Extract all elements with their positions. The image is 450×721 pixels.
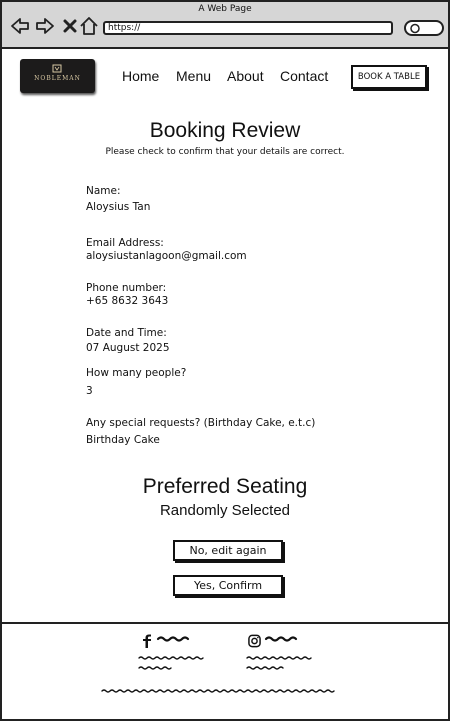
browser-chrome [2,2,448,49]
email-label: Email Address: [86,237,164,249]
crest-icon [52,64,62,73]
nav-about[interactable]: About [227,68,264,84]
phone-label: Phone number: [86,282,167,294]
datetime-value: 07 August 2025 [86,342,170,354]
datetime-label: Date and Time: [86,327,167,339]
url-bar[interactable]: https:// [103,21,393,35]
footer-divider [2,622,448,624]
nav-menu[interactable]: Menu [176,68,212,84]
name-value: Aloysius Tan [86,201,151,213]
party-size-value: 3 [86,385,93,397]
home-icon[interactable] [79,16,99,36]
confirm-button[interactable]: Yes, Confirm [173,575,283,596]
seating-value: Randomly Selected [159,502,291,519]
window-title: A Web Page [198,4,252,14]
site-logo[interactable] [20,59,95,93]
book-table-button[interactable]: BOOK A TABLE [351,65,427,89]
seating-title: Preferred Seating [142,475,308,498]
search-icon [409,23,423,35]
nav-contact[interactable]: Contact [280,68,329,84]
special-requests-label: Any special requests? (Birthday Cake, e.t.c) [86,417,316,429]
page-title: Booking Review [149,119,301,142]
party-size-label: How many people? [86,367,187,379]
footer-scribble-text [2,632,448,702]
forward-arrow-icon[interactable] [35,16,55,36]
nav-home[interactable]: Home [122,68,160,84]
email-value: aloysiustanlagoon@gmail.com [86,250,247,262]
page-subtitle: Please check to confirm that your details are correct. [105,147,345,157]
close-icon[interactable] [60,16,80,36]
special-requests-value: Birthday Cake [86,434,160,446]
name-label: Name: [86,185,121,197]
phone-value: +65 8632 3643 [86,295,169,307]
back-arrow-icon[interactable] [10,16,30,36]
edit-again-button[interactable]: No, edit again [173,540,283,561]
search-field[interactable] [404,20,444,36]
logo-text: NOBLEMAN [34,75,81,82]
